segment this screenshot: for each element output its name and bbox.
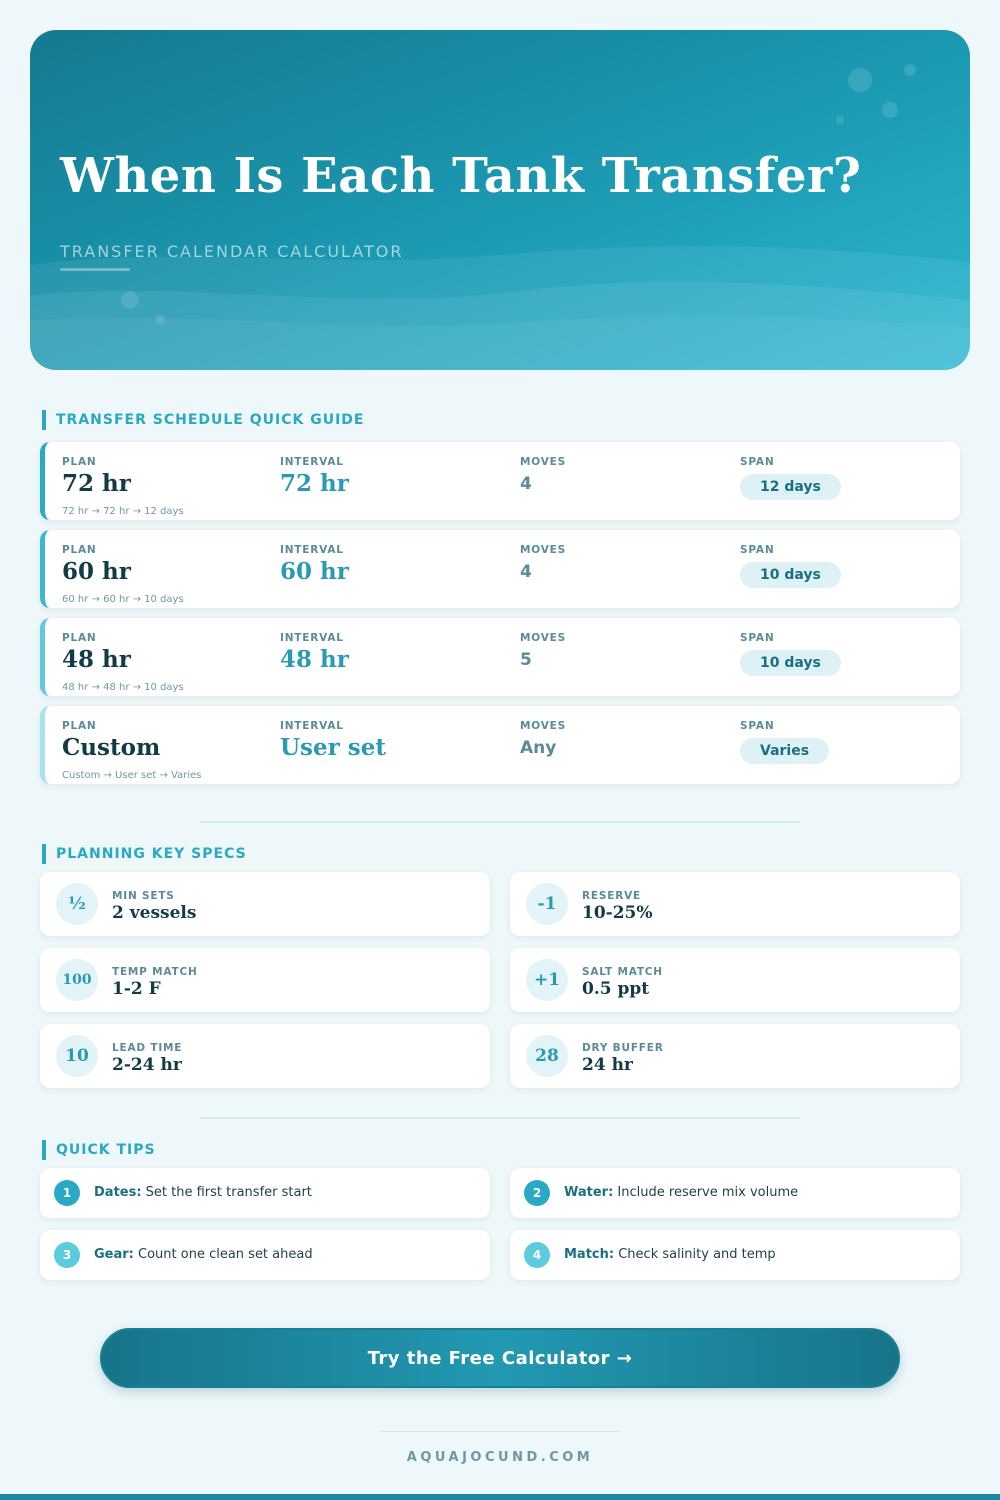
plan-column [62, 720, 160, 761]
tip-card [40, 1168, 490, 1218]
plan-value: 48 hr [62, 646, 131, 673]
moves-label: MOVES [520, 720, 566, 732]
span-badge: Varies [740, 738, 829, 764]
interval-label: INTERVAL [280, 456, 344, 468]
tip-number-badge: 3 [54, 1242, 80, 1268]
plan-summary: 72 hr → 72 hr → 12 days [62, 506, 184, 517]
moves-value: 5 [520, 650, 532, 670]
tip-body: Check salinity and temp [614, 1247, 776, 1262]
spec-text [112, 890, 196, 923]
interval-column [280, 544, 349, 585]
span-label: SPAN [740, 720, 775, 732]
section-divider [200, 821, 800, 823]
spec-card [40, 1024, 490, 1088]
plan-row [40, 442, 960, 520]
moves-value: 4 [520, 474, 532, 494]
spec-text [582, 890, 653, 923]
specs-heading: PLANNING KEY SPECS [42, 844, 247, 864]
spec-card [510, 872, 960, 936]
tip-text [94, 1185, 312, 1200]
spec-card [40, 872, 490, 936]
spec-value: 0.5 ppt [582, 979, 650, 999]
hero-banner [30, 30, 970, 370]
spec-value: 2-24 hr [112, 1055, 182, 1075]
spec-card [40, 948, 490, 1012]
span-column [740, 544, 841, 588]
moves-value: Any [520, 738, 557, 758]
moves-label: MOVES [520, 456, 566, 468]
section-divider [200, 1117, 800, 1119]
spec-text [112, 1042, 182, 1075]
plan-row [40, 530, 960, 608]
page-title: When Is Each Tank Transfer? [60, 148, 862, 204]
span-label: SPAN [740, 632, 775, 644]
interval-label: INTERVAL [280, 720, 344, 732]
tip-heading: Gear: [94, 1247, 134, 1262]
interval-value: User set [280, 734, 386, 761]
tip-text [94, 1247, 313, 1262]
span-column [740, 720, 829, 764]
plan-value: 72 hr [62, 470, 131, 497]
spec-text [112, 966, 198, 999]
plan-label: PLAN [62, 632, 97, 644]
span-label: SPAN [740, 456, 775, 468]
spec-text [582, 1042, 664, 1075]
spec-value: 24 hr [582, 1055, 633, 1075]
guide-heading: TRANSFER SCHEDULE QUICK GUIDE [42, 410, 364, 430]
plan-label: PLAN [62, 544, 97, 556]
tip-text [564, 1185, 798, 1200]
spec-label: SALT MATCH [582, 966, 663, 978]
interval-value: 60 hr [280, 558, 349, 585]
plan-row [40, 618, 960, 696]
span-column [740, 632, 841, 676]
plan-summary: 60 hr → 60 hr → 10 days [62, 594, 184, 605]
tip-heading: Match: [564, 1247, 615, 1262]
span-badge: 10 days [740, 650, 841, 676]
spec-value: 2 vessels [112, 903, 197, 923]
span-label: SPAN [740, 544, 775, 556]
plan-value: 60 hr [62, 558, 131, 585]
tip-number-badge: 2 [524, 1180, 550, 1206]
page-subtitle: TRANSFER CALENDAR CALCULATOR [60, 242, 404, 261]
moves-column [520, 456, 566, 494]
span-badge: 10 days [740, 562, 841, 588]
tip-card [510, 1168, 960, 1218]
bottom-accent-bar [0, 1494, 1000, 1500]
moves-column [520, 544, 566, 582]
interval-value: 72 hr [280, 470, 349, 497]
tip-body: Include reserve mix volume [613, 1185, 799, 1200]
tip-body: Count one clean set ahead [133, 1247, 313, 1262]
spec-value: 10-25% [582, 903, 653, 923]
spec-card [510, 948, 960, 1012]
moves-column [520, 720, 566, 758]
plan-column [62, 632, 131, 673]
tip-card [40, 1230, 490, 1280]
tip-heading: Dates: [94, 1185, 142, 1200]
tip-number-badge: 4 [524, 1242, 550, 1268]
tips-heading: QUICK TIPS [42, 1140, 156, 1160]
plan-value: Custom [62, 734, 161, 761]
span-column [740, 456, 841, 500]
interval-label: INTERVAL [280, 544, 344, 556]
interval-label: INTERVAL [280, 632, 344, 644]
try-calculator-button[interactable]: Try the Free Calculator → [100, 1328, 900, 1388]
spec-badge-icon: 100 [56, 959, 98, 1001]
moves-label: MOVES [520, 632, 566, 644]
spec-label: TEMP MATCH [112, 966, 198, 978]
tip-heading: Water: [564, 1185, 614, 1200]
tip-text [564, 1247, 776, 1262]
tip-body: Set the first transfer start [141, 1185, 312, 1200]
interval-column [280, 456, 349, 497]
title-underline [60, 268, 130, 271]
footer-divider [380, 1431, 620, 1432]
spec-badge-icon: 10 [56, 1035, 98, 1077]
spec-label: MIN SETS [112, 890, 175, 902]
plan-label: PLAN [62, 456, 97, 468]
interval-value: 48 hr [280, 646, 349, 673]
plan-summary: 48 hr → 48 hr → 10 days [62, 682, 184, 693]
interval-column [280, 720, 386, 761]
plan-label: PLAN [62, 720, 97, 732]
span-badge: 12 days [740, 474, 841, 500]
spec-label: DRY BUFFER [582, 1042, 664, 1054]
interval-column [280, 632, 349, 673]
spec-text [582, 966, 663, 999]
plan-column [62, 456, 131, 497]
spec-label: RESERVE [582, 890, 641, 902]
plan-summary: Custom → User set → Varies [62, 770, 202, 781]
tip-card [510, 1230, 960, 1280]
spec-badge-icon: +1 [526, 959, 568, 1001]
spec-badge-icon: ½ [56, 883, 98, 925]
tip-number-badge: 1 [54, 1180, 80, 1206]
moves-label: MOVES [520, 544, 566, 556]
spec-badge-icon: 28 [526, 1035, 568, 1077]
footer-site[interactable]: AQUAJOCUND.COM [406, 1450, 594, 1465]
plan-column [62, 544, 131, 585]
moves-column [520, 632, 566, 670]
plan-row [40, 706, 960, 784]
spec-badge-icon: -1 [526, 883, 568, 925]
spec-value: 1-2 F [112, 979, 161, 999]
spec-card [510, 1024, 960, 1088]
moves-value: 4 [520, 562, 532, 582]
spec-label: LEAD TIME [112, 1042, 183, 1054]
